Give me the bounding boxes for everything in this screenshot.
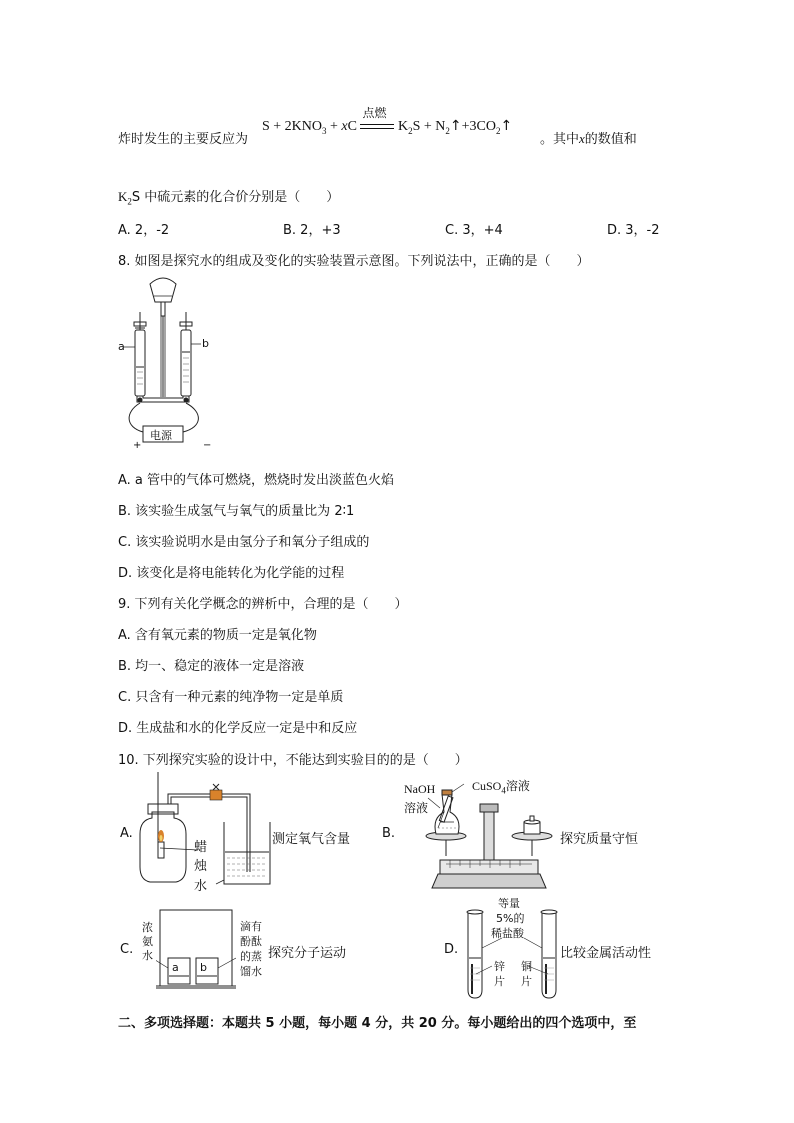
copper-label-1: 铜 (521, 960, 532, 973)
q7-line2 (118, 186, 339, 207)
q7-line1-prefix: 炸时发生的主要反应为 (118, 132, 249, 147)
q7-option-d[interactable]: D. 3，-2 (607, 223, 660, 238)
q7-option-a[interactable]: A. 2，-2 (118, 223, 170, 238)
q7-suffix-a: 。其中 (540, 132, 580, 147)
naoh-label: NaOH (404, 782, 436, 796)
eq-rhs-c-sub: 2 (495, 125, 501, 136)
zinc-label-2: 片 (494, 975, 505, 988)
q7-line1 (118, 128, 248, 147)
eq-rhs-b: S + N (412, 119, 446, 134)
zinc-label-1: 锌 (494, 960, 505, 973)
phenol-label-2: 酚酞 (240, 935, 262, 948)
q10-option-d-letter[interactable]: D. (444, 942, 459, 957)
eq-rhs-a-sub: 2 (408, 125, 413, 136)
q10-option-b-letter[interactable]: B. (382, 826, 396, 841)
eq-rhs-b-sub: 2 (445, 125, 450, 136)
eq-rhs-c: +3CO (461, 119, 496, 134)
phenol-label-1: 滴有 (240, 920, 262, 933)
cuso4-tail: 溶液 (505, 779, 530, 793)
naoh-solution-label: 溶液 (404, 801, 429, 815)
q9-option-c[interactable]: C. 只含有一种元素的纯净物一定是单质 (118, 690, 344, 705)
tube-a-label: a (118, 340, 125, 353)
q10-stem: 10. 下列探究实验的设计中，不能达到实验目的的是（ ） (118, 753, 468, 768)
eq-x: x (341, 119, 348, 134)
q7-option-c[interactable]: C. 3，+4 (445, 223, 503, 238)
q10-option-c-letter[interactable]: C. (120, 942, 134, 957)
beaker-a-label: a (172, 961, 179, 974)
ammonia-label-2: 氨 (142, 935, 153, 948)
phenol-label-3: 的蒸 (240, 950, 262, 963)
section-2-heading: 二、多项选择题：本题共 5 小题，每小题 4 分，共 20 分。每小题给出的四个选项中，至 (118, 1016, 637, 1031)
oxygen-content-apparatus-figure (138, 772, 273, 892)
ammonia-label-1: 浓 (142, 921, 153, 934)
q7-option-b[interactable]: B. 2，+3 (283, 223, 341, 238)
q7-equation (262, 105, 513, 136)
eq-lhs-b: + (326, 119, 342, 134)
tube-b-label: b (202, 337, 209, 350)
q10-option-a-letter[interactable]: A. (120, 826, 133, 841)
q8-stem: 8. 如图是探究水的组成及变化的实验装置示意图。下列说法中，正确的是（ ） (118, 254, 590, 269)
q7-line2-sub: 2 (127, 196, 132, 207)
power-source-label: 电源 (150, 429, 172, 442)
ammonia-label-3: 水 (142, 949, 153, 962)
candle-label-2: 烛 (194, 859, 208, 874)
gas-arrow-icon: ↑ (449, 118, 462, 134)
copper-label-2: 片 (521, 975, 532, 988)
cuso4-label (472, 777, 530, 795)
acid-label-3: 稀盐酸 (491, 927, 524, 940)
q8-option-a[interactable]: A. a 管中的气体可燃烧，燃烧时发出淡蓝色火焰 (118, 473, 395, 488)
q7-line1-suffix (540, 128, 637, 147)
acid-label-1: 等量 (498, 897, 520, 910)
q8-option-c[interactable]: C. 该实验说明水是由氢分子和氧分子组成的 (118, 535, 370, 550)
eq-lhs-c: C (347, 119, 357, 134)
q8-option-d[interactable]: D. 该变化是将电能转化为化学能的过程 (118, 566, 345, 581)
q7-line2-rest: S 中硫元素的化合价分别是（ ） (131, 190, 340, 205)
beaker-b-label: b (200, 961, 207, 974)
candle-label-1: 蜡 (194, 840, 208, 855)
q7-suffix-x: x (579, 131, 585, 146)
eq-lhs-a-sub: 3 (322, 125, 327, 136)
q9-option-a[interactable]: A. 含有氧元素的物质一定是氧化物 (118, 628, 317, 643)
q7-suffix-b: 的数值和 (584, 132, 637, 147)
molecular-motion-apparatus-figure (156, 906, 236, 991)
eq-lhs-a: S + 2KNO (262, 119, 323, 134)
power-minus-label: − (203, 440, 212, 451)
phenol-label-4: 馏水 (240, 965, 262, 978)
q10-a-caption: 测定氧气含量 (272, 832, 351, 847)
q7-line2-k: K (118, 189, 128, 204)
eq-rhs-a: K (397, 119, 409, 134)
cuso4-formula: CuSO (472, 779, 502, 793)
eq-reaction-sign (360, 105, 394, 134)
water-label-a: 水 (194, 879, 208, 894)
cuso4-sub: 4 (501, 785, 506, 796)
q10-d-caption: 比较金属活动性 (560, 946, 652, 961)
q10-c-caption: 探究分子运动 (268, 946, 347, 961)
q9-stem: 9. 下列有关化学概念的辨析中，合理的是（ ） (118, 597, 408, 612)
q9-option-b[interactable]: B. 均一、稳定的液体一定是溶液 (118, 659, 305, 674)
q8-option-b[interactable]: B. 该实验生成氢气与氧气的质量比为 2∶1 (118, 504, 355, 519)
power-plus-label: + (133, 440, 142, 451)
q9-option-d[interactable]: D. 生成盐和水的化学反应一定是中和反应 (118, 721, 358, 736)
eq-condition: 点燃 (362, 105, 387, 120)
gas-arrow-icon: ↑ (500, 118, 513, 134)
acid-label-2: 5%的 (496, 912, 525, 925)
q10-b-caption: 探究质量守恒 (560, 832, 639, 847)
